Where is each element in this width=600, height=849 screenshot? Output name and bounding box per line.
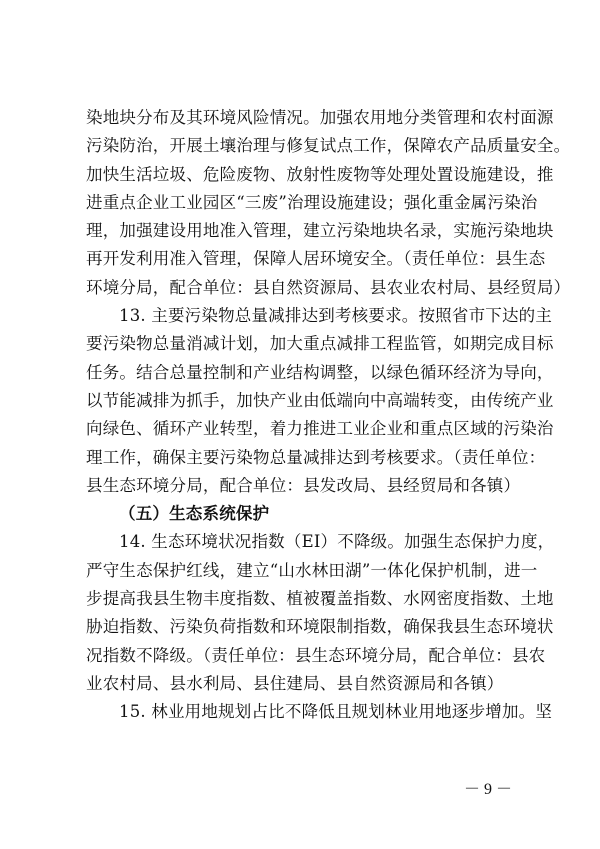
text-line: 向绿色、循环产业转型，着力推进工业企业和重点区域的污染治 bbox=[86, 419, 554, 439]
paragraph-15-start: 15. 林业用地规划占比不降低且规划林业用地逐步增加。坚 bbox=[119, 702, 553, 722]
text-line: 以节能减排为抓手，加快产业由低端向中高端转变，由传统产业 bbox=[86, 390, 554, 410]
paragraph-13-start: 13. 主要污染物总量减排达到考核要求。按照省市下达的主 bbox=[119, 306, 553, 326]
text-line: 进重点企业工业园区“三废”治理设施建设；强化重金属污染治 bbox=[86, 192, 538, 212]
text-line: 任务。结合总量控制和产业结构调整，以绿色循环经济为导向， bbox=[86, 362, 554, 382]
text-line: 县生态环境分局，配合单位：县发改局、县经贸局和各镇） bbox=[86, 475, 521, 495]
text-line: 胁迫指数、污染负荷指数和环境限制指数，确保我县生态环境状 bbox=[86, 617, 554, 637]
page-number: － 9 － bbox=[463, 781, 512, 798]
text-line: 理，加强建设用地准入管理，建立污染地块名录，实施污染地块 bbox=[86, 221, 554, 241]
text-line: 污染防治，开展土壤治理与修复试点工作，保障农产品质量安全。 bbox=[86, 136, 571, 156]
text-line: 业农村局、县水利局、县住建局、县自然资源局和各镇） bbox=[86, 673, 504, 693]
section-heading: （五）生态系统保护 bbox=[119, 504, 270, 524]
text-line: 环境分局，配合单位：县自然资源局、县农业农村局、县经贸局） bbox=[86, 277, 571, 297]
body-text bbox=[86, 104, 571, 727]
text-line: 要污染物总量消减计划，加大重点减排工程监管，如期完成目标 bbox=[86, 334, 554, 354]
text-line: 步提高我县生物丰度指数、植被覆盖指数、水网密度指数、土地 bbox=[86, 589, 554, 609]
text-line: 况指数不降级。（责任单位：县生态环境分局，配合单位：县农 bbox=[86, 645, 546, 665]
text-line: 再开发利用准入管理，保障人居环境安全。（责任单位：县生态 bbox=[86, 249, 546, 269]
text-line: 理工作，确保主要污染物总量减排达到考核要求。（责任单位： bbox=[86, 447, 546, 467]
text-line: 严守生态保护红线，建立“山水林田湖”一体化保护机制，进一 bbox=[86, 560, 538, 580]
paragraph-14-start: 14. 生态环境状况指数（EI）不降级。加强生态保护力度， bbox=[119, 532, 555, 552]
text-line: 染地块分布及其环境风险情况。加强农用地分类管理和农村面源 bbox=[86, 108, 554, 127]
text-line: 加快生活垃圾、危险废物、放射性废物等处理处置设施建设，推 bbox=[86, 164, 554, 184]
